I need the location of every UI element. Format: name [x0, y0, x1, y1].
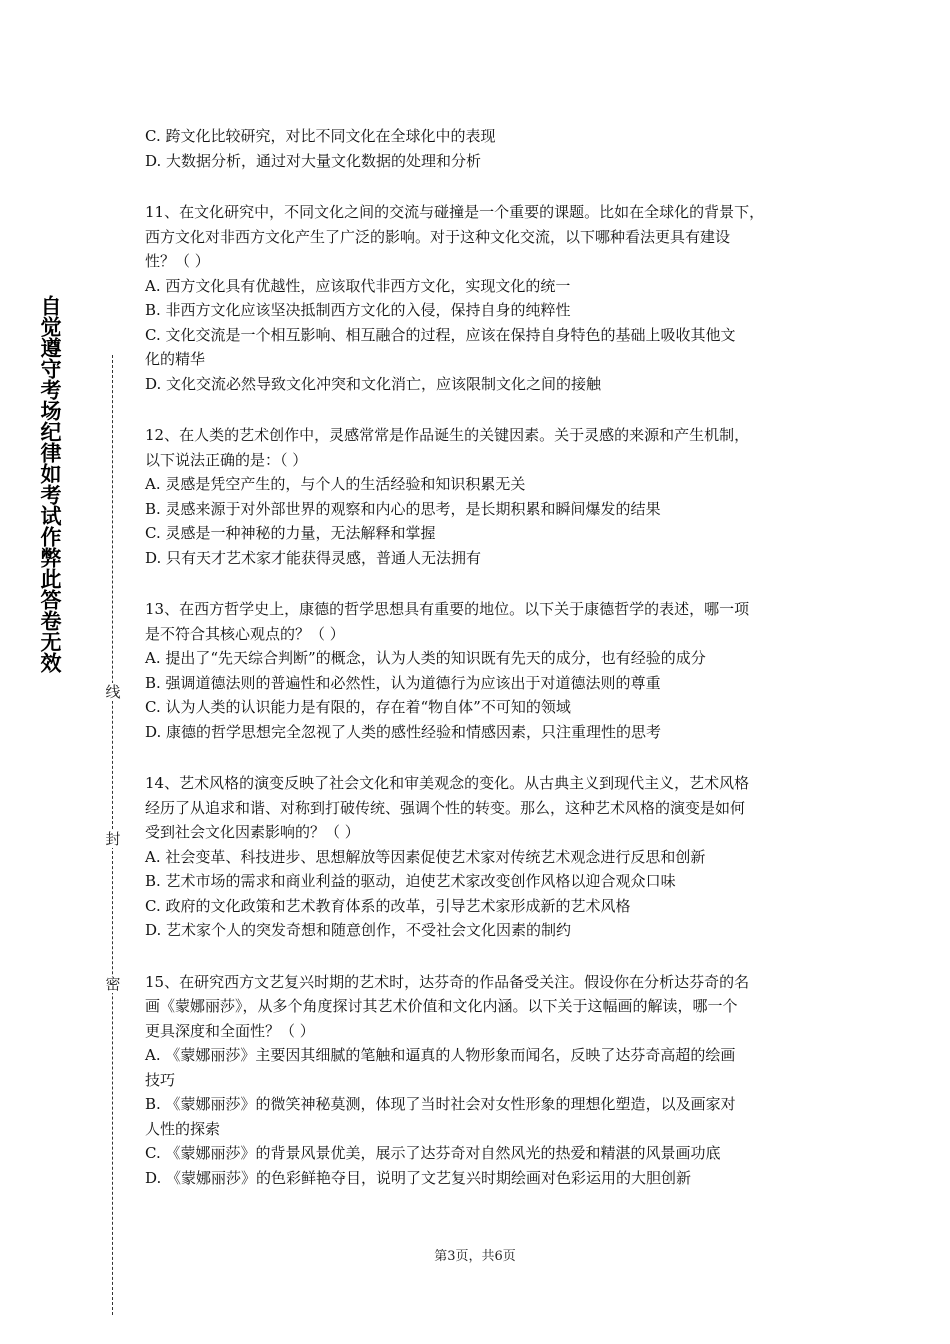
question-stem-line: 更具深度和全面性？（ ） [145, 1021, 315, 1040]
option-a-continued: 技巧 [145, 1070, 176, 1089]
question-stem-line: 11、在文化研究中，不同文化之间的交流与碰撞是一个重要的课题。比如在全球化的背景下， [145, 203, 765, 221]
option-d: D. 艺术家个人的突发奇想和随意创作，不受社会文化因素的制约 [145, 921, 572, 939]
option-d: D. 只有天才艺术家才能获得灵感，普通人无法拥有 [145, 548, 482, 567]
option-c: C. 灵感是一种神秘的力量，无法解释和掌握 [145, 524, 436, 542]
question-13 [145, 597, 825, 744]
previous-question-options [145, 124, 825, 173]
option-b: B. 强调道德法则的普遍性和必然性，认为道德行为应该出于对道德法则的尊重 [145, 673, 661, 692]
option-c-continued: 化的精华 [145, 350, 206, 368]
question-stem-line: 经历了从追求和谐、对称到打破传统、强调个性的转变。那么，这种艺术风格的演变是如何 [145, 798, 746, 817]
option-d: D. 大数据分析，通过对大量文化数据的处理和分析 [145, 151, 482, 170]
question-stem-line: 西方文化对非西方文化产生了广泛的影响。对于这种文化交流，以下哪种看法更具有建设 [145, 227, 731, 246]
question-stem-line: 性？（ ） [145, 252, 210, 270]
option-d: D. 康德的哲学思想完全忽视了人类的感性经验和情感因素，只注重理性的思考 [145, 722, 662, 741]
option-c: C. 跨文化比较研究，对比不同文化在全球化中的表现 [145, 127, 496, 145]
question-12 [145, 423, 825, 570]
option-b: B. 灵感来源于对外部世界的观察和内心的思考，是长期积累和瞬间爆发的结果 [145, 499, 661, 518]
question-15 [145, 970, 825, 1191]
question-content [145, 124, 825, 1190]
option-d: D. 文化交流必然导致文化冲突和文化消亡，应该限制文化之间的接触 [145, 374, 602, 393]
question-stem-line: 受到社会文化因素影响的？（ ） [145, 823, 360, 841]
page-number: 第3页，共6页 [434, 1249, 516, 1264]
option-a: A. 社会变革、科技进步、思想解放等因素促使艺术家对传统艺术观念进行反思和创新 [145, 847, 706, 866]
binding-label-feng: 封 [105, 830, 121, 848]
question-stem-line: 13、在西方哲学史上，康德的哲学思想具有重要的地位。以下关于康德哲学的表述，哪一项 [145, 600, 750, 618]
option-c: C. 政府的文化政策和艺术教育体系的改革，引导艺术家形成新的艺术风格 [145, 896, 631, 915]
question-stem-line: 12、在人类的艺术创作中，灵感常常是作品诞生的关键因素。关于灵感的来源和产生机制， [145, 426, 750, 444]
option-c: C. 文化交流是一个相互影响、相互融合的过程，应该在保持自身特色的基础上吸收其他文 [145, 325, 736, 344]
option-a: A. 西方文化具有优越性，应该取代非西方文化，实现文化的统一 [145, 276, 571, 295]
option-b: B. 非西方文化应该坚决抵制西方文化的入侵，保持自身的纯粹性 [145, 301, 571, 319]
question-11 [145, 200, 825, 396]
question-stem-line: 画《蒙娜丽莎》，从多个角度探讨其艺术价值和文化内涵。以下关于这幅画的解读，哪一个 [145, 997, 738, 1015]
option-a: A. 《蒙娜丽莎》主要因其细腻的笔触和逼真的人物形象而闻名，反映了达芬奇高超的绘画 [145, 1046, 736, 1064]
option-c: C. 认为人类的认识能力是有限的，存在着“物自体”不可知的领域 [145, 698, 571, 716]
option-b-continued: 人性的探索 [145, 1119, 221, 1138]
question-stem-line: 15、在研究西方文艺复兴时期的艺术时，达芬奇的作品备受关注。假设你在分析达芬奇的名 [145, 972, 750, 991]
question-stem-line: 是不符合其核心观点的？（ ） [145, 624, 345, 643]
option-a: A. 提出了“先天综合判断”的概念，认为人类的知识既有先天的成分，也有经验的成分 [145, 649, 706, 667]
exam-discipline-notice: 自觉遵守考场纪律如考试作弊此答卷无效 [38, 295, 62, 673]
question-stem-line: 以下说法正确的是：（ ） [145, 450, 308, 469]
question-stem-line: 14、艺术风格的演变反映了社会文化和审美观念的变化。从古典主义到现代主义，艺术风格 [145, 774, 750, 792]
option-d: D. 《蒙娜丽莎》的色彩鲜艳夺目，说明了文艺复兴时期绘画对色彩运用的大胆创新 [145, 1168, 692, 1187]
option-b: B. 《蒙娜丽莎》的微笑神秘莫测，体现了当时社会对女性形象的理想化塑造，以及画家对 [145, 1095, 736, 1113]
option-a: A. 灵感是凭空产生的，与个人的生活经验和知识积累无关 [145, 475, 526, 493]
binding-label-xian: 线 [105, 683, 121, 701]
question-14 [145, 771, 825, 943]
option-c: C. 《蒙娜丽莎》的背景风景优美，展示了达芬奇对自然风光的热爱和精湛的风景画功底 [145, 1144, 721, 1162]
binding-label-mi: 密 [105, 975, 121, 993]
option-b: B. 艺术市场的需求和商业利益的驱动，迫使艺术家改变创作风格以迎合观众口味 [145, 872, 676, 890]
